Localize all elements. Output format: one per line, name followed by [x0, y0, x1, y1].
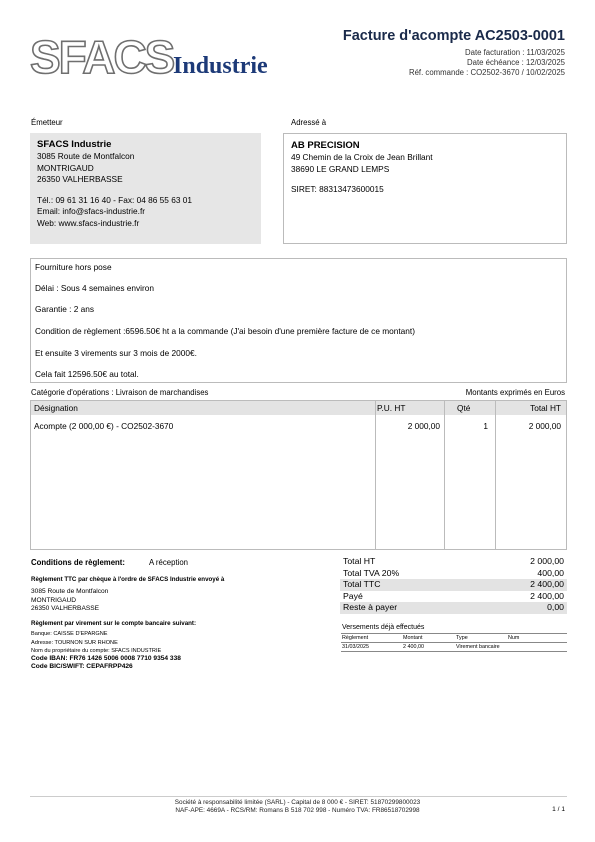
emetteur-address3: 26350 VALHERBASSE	[37, 174, 123, 184]
versement-date: 31/03/2025	[342, 644, 369, 650]
totals-box	[340, 556, 567, 614]
total-value: 2 000,00	[530, 556, 564, 566]
emetteur-label: Émetteur	[31, 118, 63, 127]
emetteur-address1: 3085 Route de Montfalcon	[37, 151, 135, 161]
total-value: 0,00	[547, 602, 564, 612]
versements-header: Règlement	[342, 635, 369, 641]
reste-a-payer-row	[340, 602, 567, 614]
notes-box	[30, 258, 567, 383]
destinataire-address2: 38690 LE GRAND LEMPS	[291, 163, 390, 174]
versements-header: Num	[508, 635, 520, 641]
col-pu: P.U. HT	[377, 403, 406, 413]
invoice-title: Facture d'acompte AC2503-0001	[342, 28, 565, 44]
note-line: Condition de règlement :6596.50€ ht a la commande (J'ai besoin d'une première facture de ce montant)	[35, 325, 415, 336]
categorie-operations: Catégorie d'opérations : Livraison de marchandises	[31, 388, 209, 397]
row-pu: 2 000,00	[407, 421, 440, 431]
cheque-address2: MONTRIGAUD	[31, 596, 77, 604]
total-value: 2 400,00	[530, 590, 564, 601]
total-label: Total TVA 20%	[343, 567, 400, 578]
paye-row	[340, 591, 567, 603]
cheque-title: Règlement TTC par chèque à l'ordre de SFACS Industrie envoyé à	[31, 576, 225, 583]
emetteur-box	[30, 133, 261, 244]
ref-commande: Réf. commande : CO2502-3670 / 10/02/2025	[408, 68, 565, 77]
emetteur-tel: Tél.: 09 61 31 16 40 - Fax: 04 86 55 63 01	[37, 194, 192, 205]
total-value: 400,00	[537, 567, 564, 578]
col-total: Total HT	[530, 403, 561, 413]
virement-title: Règlement par virement sur le compte bancaire suivant:	[31, 620, 197, 627]
destinataire-label: Adressé à	[291, 118, 327, 127]
destinataire-name: AB PRECISION	[291, 140, 360, 151]
destinataire-box	[283, 133, 567, 244]
total-label: Reste à payer	[343, 602, 398, 612]
note-line: Garantie : 2 ans	[35, 303, 95, 314]
row-qte: 1	[483, 421, 488, 431]
total-label: Total HT	[343, 556, 376, 566]
note-line: Fourniture hors pose	[35, 262, 112, 272]
iban: Code IBAN: FR76 1426 5006 0008 7710 9354 338	[31, 655, 181, 662]
cheque-address3: 26350 VALHERBASSE	[31, 605, 100, 612]
total-tva-row	[340, 568, 567, 580]
col-qte: Qté	[457, 403, 471, 413]
footer-line2: NAF-APE: 4669A - RCS/RM: Romans B 518 702 998 - Numéro TVA: FR86518702998	[175, 807, 420, 814]
emetteur-web: Web: www.sfacs-industrie.fr	[37, 217, 140, 228]
row-total: 2 000,00	[528, 421, 561, 431]
versements-header: Type	[456, 635, 468, 641]
versements-title: Versements déjà effectués	[342, 624, 425, 631]
total-label: Payé	[343, 590, 363, 601]
total-ht-row	[340, 556, 567, 568]
note-line: Délai : Sous 4 semaines environ	[35, 282, 154, 293]
montants-devise: Montants exprimés en Euros	[465, 388, 565, 397]
note-line: Cela fait 12596.50€ au total.	[35, 368, 139, 379]
banque-adresse: Adresse: TOURNON SUR RHONE	[31, 640, 118, 646]
destinataire-address1: 49 Chemin de la Croix de Jean Brillant	[291, 152, 433, 162]
date-facturation: Date facturation : 11/03/2025	[465, 48, 565, 57]
conditions-value: A réception	[149, 558, 189, 567]
row-designation: Acompte (2 000,00 €) - CO2502-3670	[34, 421, 174, 431]
page-number: 1 / 1	[552, 806, 565, 813]
cheque-address1: 3085 Route de Montfalcon	[31, 588, 109, 595]
logo-brand: SFACS	[30, 31, 174, 83]
total-ttc-row	[340, 579, 567, 591]
emetteur-address2: MONTRIGAUD	[37, 162, 94, 173]
banque: Banque: CAISSE D'EPARGNE	[31, 631, 108, 637]
date-echeance: Date échéance : 12/03/2025	[467, 58, 565, 67]
total-value: 2 400,00	[530, 579, 564, 589]
emetteur-email: Email: info@sfacs-industrie.fr	[37, 206, 146, 216]
total-label: Total TTC	[343, 579, 381, 589]
table-header	[31, 401, 566, 415]
proprietaire-compte: Nom du propriétaire du compte: SFACS INDUSTRIE	[31, 648, 162, 654]
versement-type: Virement bancaire	[456, 644, 500, 650]
invoice-lines-table	[30, 400, 567, 550]
destinataire-siret: SIRET: 88313473600015	[291, 184, 384, 194]
bic-swift: Code BIC/SWIFT: CEPAFRPP426	[31, 663, 133, 670]
conditions-title: Conditions de règlement:	[31, 558, 126, 567]
footer-divider	[30, 796, 567, 797]
versement-montant: 2 400,00	[403, 644, 424, 650]
footer-line1: Société à responsabilité limitée (SARL) - Capital de 8 000 € - SIRET: 51870299800023	[174, 799, 421, 806]
logo-sub: Industrie	[173, 53, 268, 79]
emetteur-name: SFACS Industrie	[37, 139, 112, 150]
company-logo	[30, 32, 290, 84]
col-designation: Désignation	[34, 403, 78, 413]
versements-header: Montant	[403, 635, 423, 641]
note-line: Et ensuite 3 virements sur 3 mois de 2000€.	[35, 347, 197, 358]
